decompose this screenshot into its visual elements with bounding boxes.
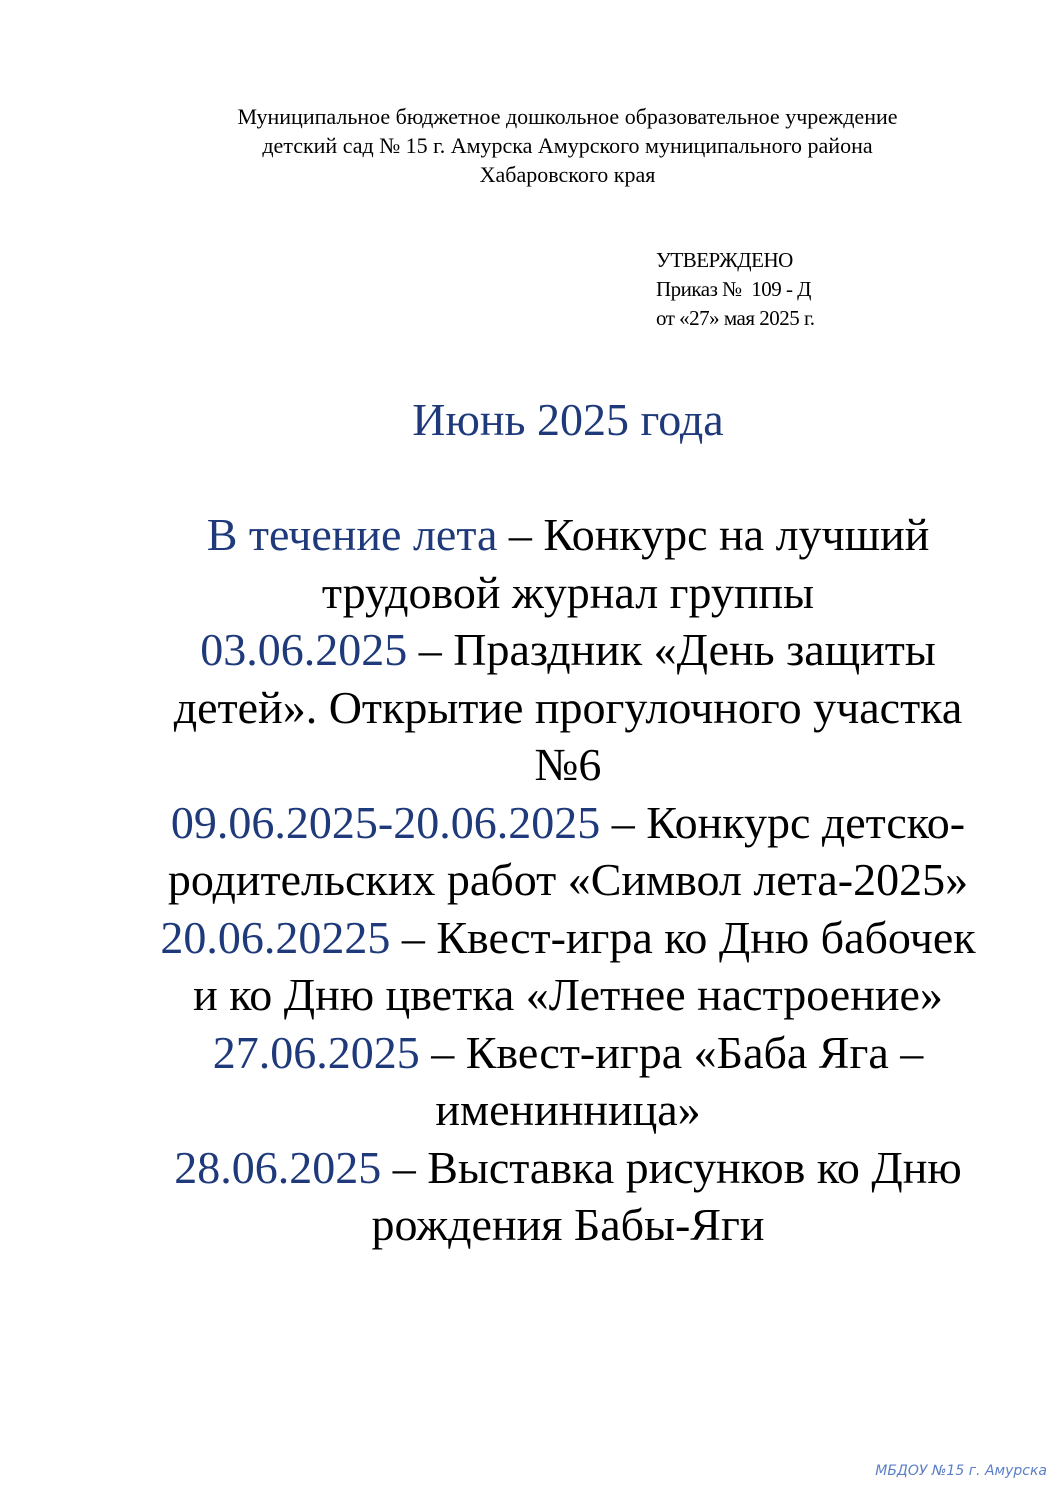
organization-line-1: Муниципальное бюджетное дошкольное образовательное учреждение bbox=[237, 104, 898, 129]
event-description: – Конкурс на лучший трудовой журнал группы bbox=[321, 509, 930, 618]
page-title: Июнь 2025 года bbox=[412, 394, 724, 445]
event-description: – Конкурс детско-родительских работ «Символ лета-2025» bbox=[167, 796, 969, 905]
event-description: – Квест-игра ко Дню бабочек и ко Дню цветка «Летнее настроение» bbox=[193, 911, 976, 1020]
event-date: 09.06.2025-20.06.2025 bbox=[170, 796, 601, 848]
event-date: 03.06.2025 bbox=[200, 624, 408, 675]
approval-date: от «27» мая 2025 г. bbox=[656, 306, 815, 330]
approval-stamp bbox=[656, 246, 815, 333]
event-item bbox=[150, 794, 986, 909]
footer-watermark: МБДОУ №15 г. Амурска bbox=[875, 1463, 1047, 1479]
organization-line-3: Хабаровского края bbox=[479, 162, 656, 187]
organization-header bbox=[80, 102, 1055, 189]
approval-label: УТВЕРЖДЕНО bbox=[656, 248, 793, 272]
event-description: – Квест-игра «Баба Яга – именинница» bbox=[419, 1026, 924, 1135]
event-item bbox=[150, 1139, 986, 1254]
event-description: – Выставка рисунков ко Дню рождения Бабы-Яги bbox=[371, 1141, 962, 1250]
event-item bbox=[150, 1024, 986, 1139]
event-item bbox=[150, 621, 986, 794]
event-list bbox=[150, 506, 986, 1254]
event-date: 20.06.20225 bbox=[160, 911, 391, 963]
approval-order-number: Приказ № 109 - Д bbox=[656, 277, 812, 301]
event-item bbox=[150, 506, 986, 621]
event-description: – Праздник «День защиты детей». Открытие прогулочного участка №6 bbox=[173, 624, 963, 790]
event-item bbox=[150, 909, 986, 1024]
organization-line-2: детский сад № 15 г. Амурска Амурского муниципального района bbox=[262, 133, 873, 158]
event-date: 28.06.2025 bbox=[174, 1141, 382, 1193]
event-date: 27.06.2025 bbox=[212, 1026, 420, 1078]
event-date: В течение лета bbox=[206, 509, 498, 560]
